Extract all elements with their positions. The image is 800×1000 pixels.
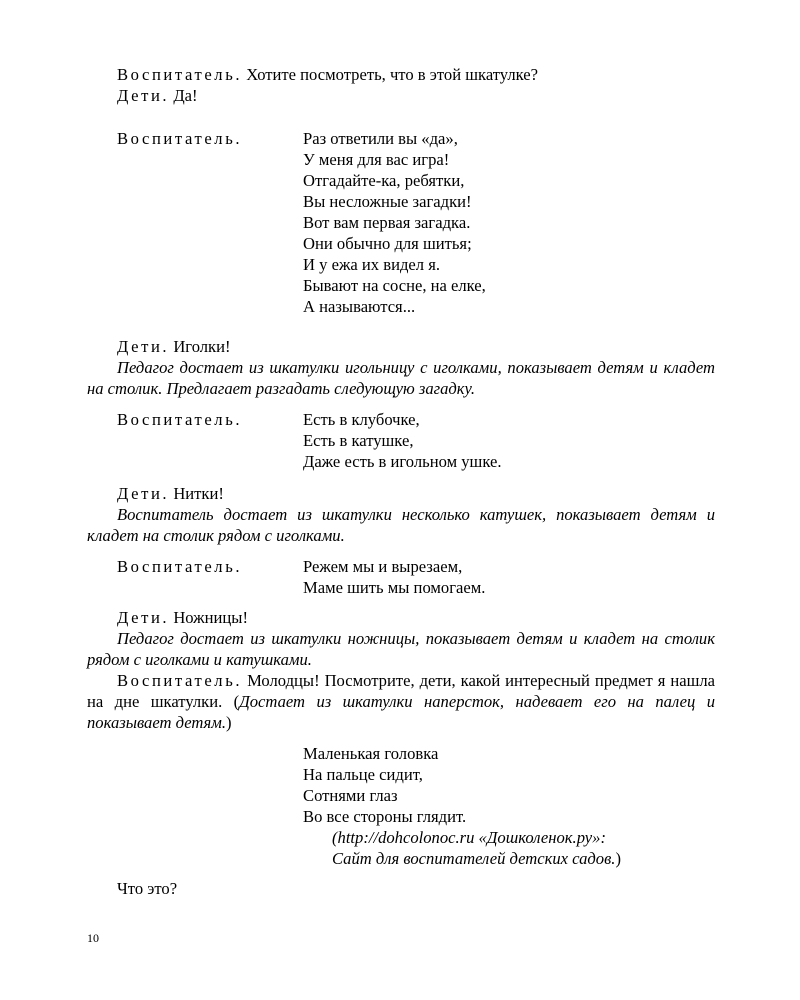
verse-line: Маленькая головка: [303, 744, 439, 763]
speaker-label: Дети.: [117, 337, 170, 356]
speaker-label: Воспитатель.: [117, 671, 243, 690]
speaker-label: Дети.: [117, 86, 170, 105]
dialogue-line-children-1: [117, 85, 198, 106]
verse-line: И у ежа их видел я.: [303, 255, 440, 274]
dialogue-text: Ножницы!: [169, 608, 248, 627]
page-number: 10: [87, 931, 99, 945]
verse-line: Вы несложные загадки!: [303, 192, 472, 211]
stage-direction-2: Воспитатель достает из шкатулки несколько катушек, показывает детям и кладет на столик рядом с иголками.: [87, 505, 715, 545]
speaker-label: Воспитатель.: [117, 65, 243, 84]
dialogue-line-teacher-1: [117, 64, 538, 85]
riddle-verse: [303, 556, 485, 598]
verse-line: Есть в клубочке,: [303, 410, 420, 429]
verse-line: Отгадайте-ка, ребятки,: [303, 171, 465, 190]
speaker-label: Воспитатель.: [117, 129, 243, 148]
dialogue-text: Молодцы! Посмотрите, дети, какой интересный предмет я нашла на дне шкатулки. (: [87, 671, 715, 711]
verse-line: У меня для вас игра!: [303, 150, 450, 169]
stage-direction-inline: Достает из шкатулки наперсток, надевает его на палец и показывает детям.: [87, 692, 715, 732]
dialogue-text: Да!: [169, 86, 198, 105]
dialogue-line-children-2: [117, 336, 231, 357]
verse-line: Вот вам первая загадка.: [303, 213, 471, 232]
verse-line: Сотнями глаз: [303, 786, 398, 805]
stage-direction-3: Педагог достает из шкатулки ножницы, показывает детям и кладет на столик рядом с иголками и катушками.: [87, 629, 715, 669]
verse-line: Во все стороны глядит.: [303, 807, 467, 826]
stage-direction-1: Педагог достает из шкатулки игольницу с иголками, показывает детям и кладет на столик. Предлагает разгадать следующую загадку.: [87, 358, 715, 398]
riddle-verse-4: [303, 743, 466, 827]
dialogue-text: Нитки!: [169, 484, 224, 503]
speaker-label: Дети.: [117, 484, 170, 503]
closing-paren: ): [615, 849, 621, 868]
source-citation: [332, 827, 621, 869]
source-line: (http://dohcolonoc.ru «Дошколенок.ру»:: [332, 828, 606, 847]
verse-line: Даже есть в игольном ушке.: [303, 452, 502, 471]
dialogue-paragraph-teacher-final: [87, 670, 715, 733]
dialogue-text: Хотите посмотреть, что в этой шкатулке?: [242, 65, 539, 84]
speaker-label: Дети.: [117, 608, 170, 627]
verse-line: Бывают на сосне, на елке,: [303, 276, 486, 295]
verse-line: На пальце сидит,: [303, 765, 423, 784]
source-line: [332, 848, 621, 869]
verse-line: А называются...: [303, 297, 416, 316]
speaker-label: Воспитатель.: [117, 410, 243, 429]
riddle-verse: [303, 128, 486, 317]
dialogue-text: Иголки!: [169, 337, 231, 356]
speaker-label: Воспитатель.: [117, 557, 243, 576]
verse-line: Режем мы и вырезаем,: [303, 557, 463, 576]
verse-line: Они обычно для шитья;: [303, 234, 472, 253]
dialogue-line-children-3: [117, 483, 224, 504]
riddle-verse: [303, 409, 502, 472]
verse-line: Раз ответили вы «да»,: [303, 129, 458, 148]
closing-question: Что это?: [117, 879, 178, 898]
verse-line: Маме шить мы помогаем.: [303, 578, 486, 597]
source-title: Сайт для воспитателей детских садов.: [332, 849, 616, 868]
dialogue-line-children-4: [117, 607, 248, 628]
verse-line: Есть в катушке,: [303, 431, 414, 450]
closing-paren: ): [226, 713, 232, 732]
